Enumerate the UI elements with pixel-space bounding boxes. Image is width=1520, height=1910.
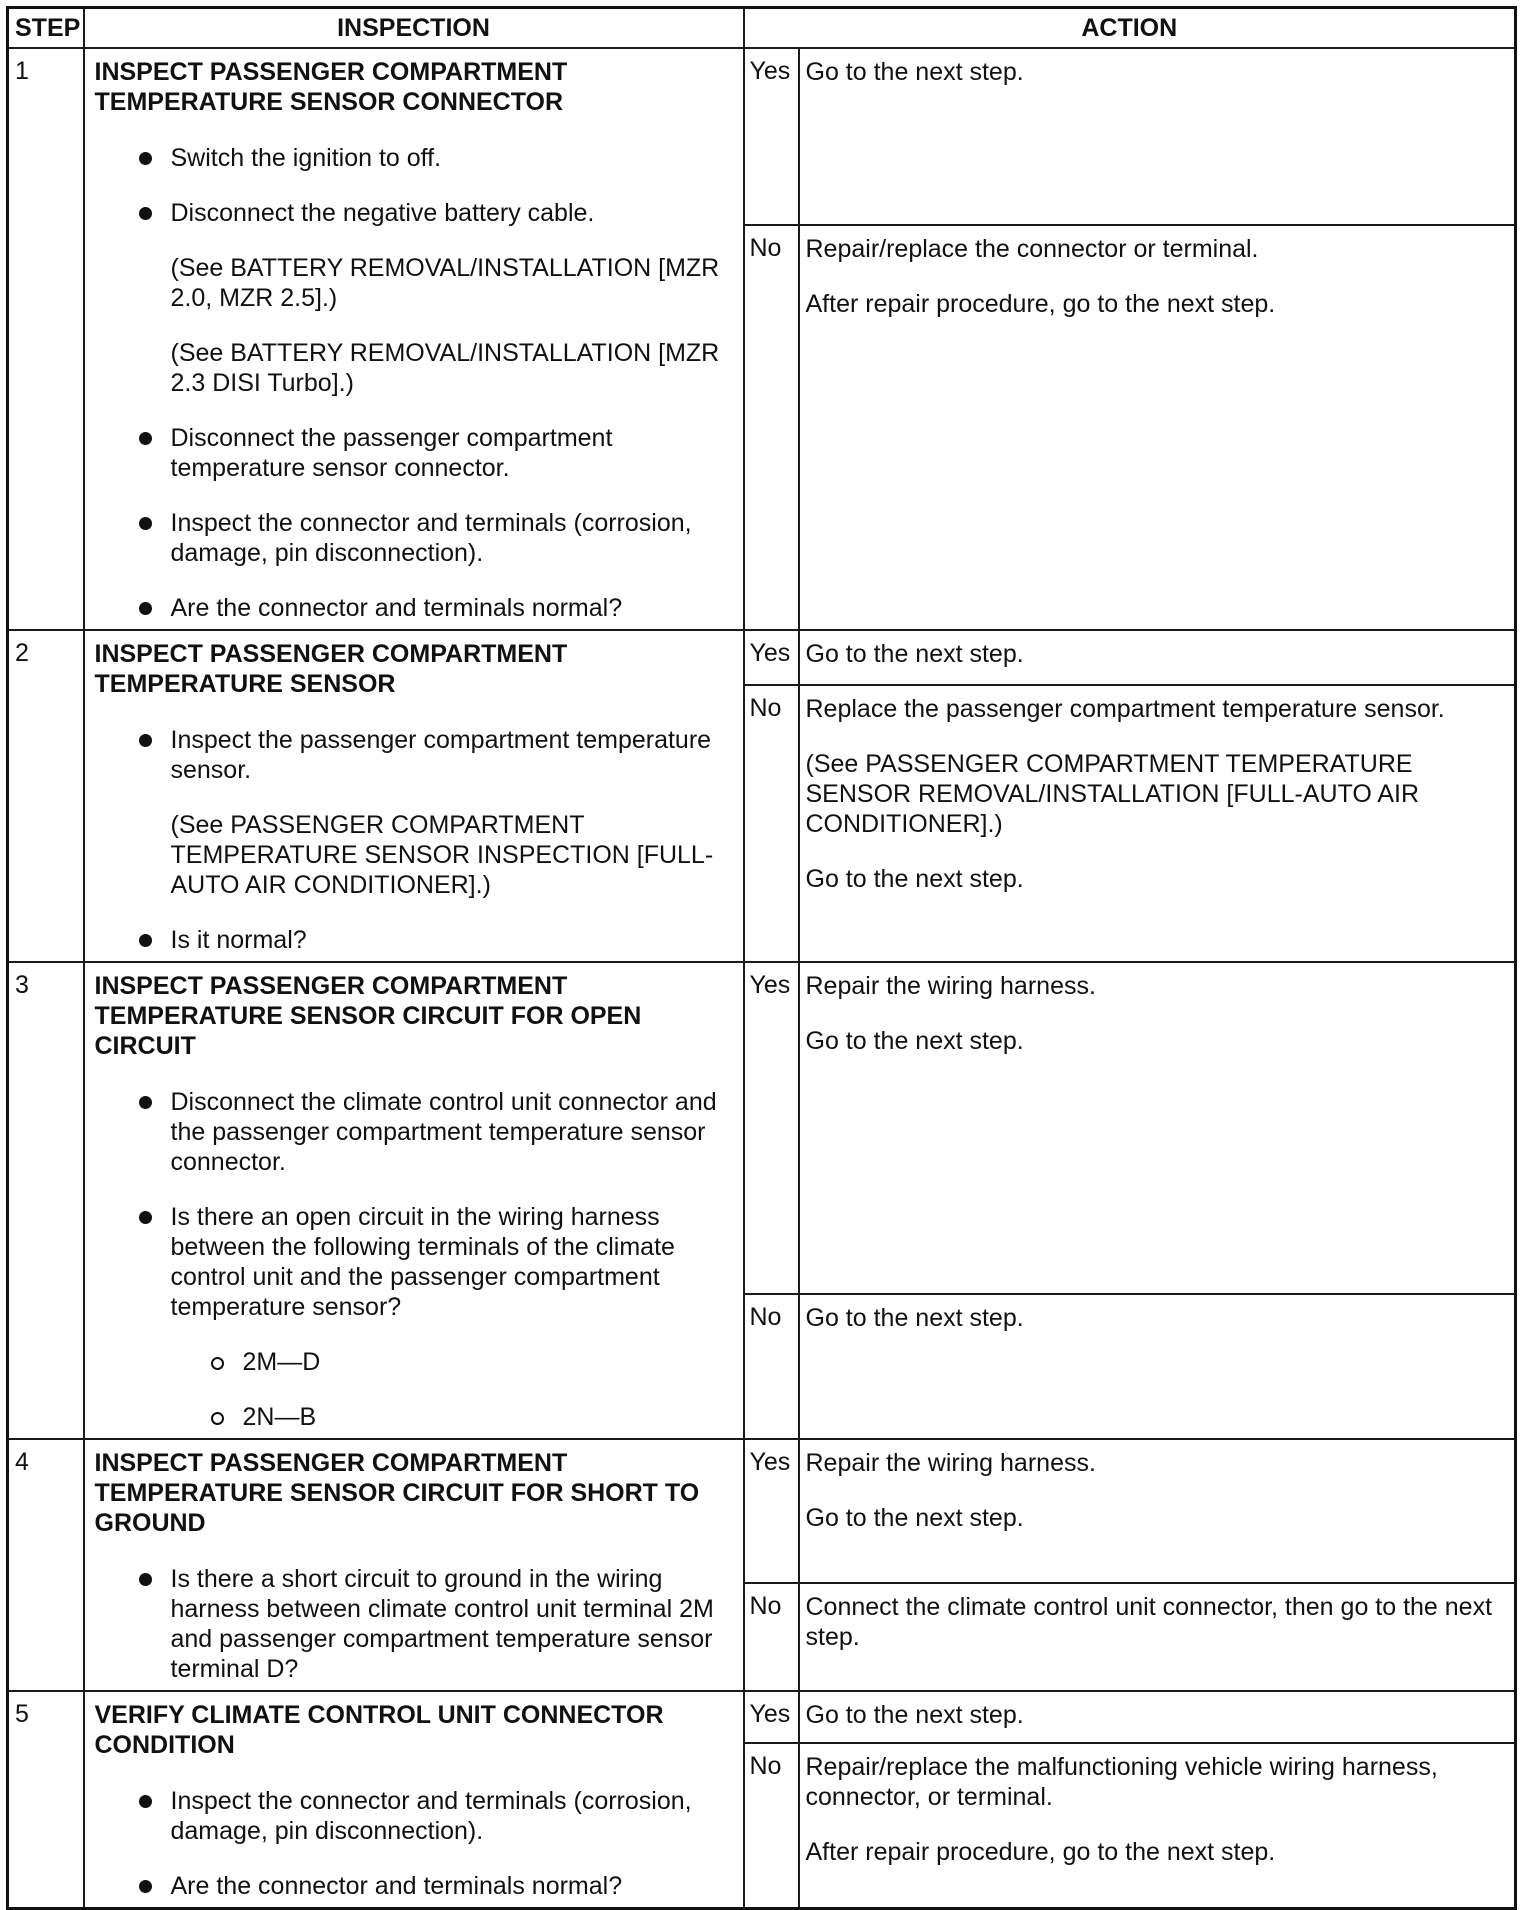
reference-note: (See BATTERY REMOVAL/INSTALLATION [MZR 2.3 DISI Turbo].) [170, 339, 720, 397]
list-item: Are the connector and terminals normal? [139, 593, 733, 623]
yes-action: Go to the next step. [799, 630, 1516, 685]
no-action: Replace the passenger compartment temperature sensor. (See PASSENGER COMPARTMENT TEMPERATURE SENSOR REMOVAL/INSTALLATION [FULL-AUTO AIR CONDITIONER].) Go to the next step. [799, 685, 1516, 962]
no-action: Repair/replace the malfunctioning vehicle wiring harness, connector, or terminal. After repair procedure, go to the next step. [799, 1743, 1516, 1909]
header-step: STEP [8, 8, 84, 49]
step-title: INSPECT PASSENGER COMPARTMENT TEMPERATURE SENSOR [94, 640, 568, 698]
list-item: Is there a short circuit to ground in the wiring harness between climate control unit terminal 2M and passenger compartment temperature sensor terminal D? [139, 1564, 733, 1684]
step-3-row [8, 962, 1516, 1294]
step-title: INSPECT PASSENGER COMPARTMENT TEMPERATURE SENSOR CIRCUIT FOR OPEN CIRCUIT [94, 972, 642, 1060]
list-item: Disconnect the climate control unit connector and the passenger compartment temperature sensor connector. [139, 1087, 733, 1177]
step-inspection [84, 962, 744, 1439]
no-action: Go to the next step. [799, 1294, 1516, 1439]
list-item: Are the connector and terminals normal? [139, 1871, 733, 1901]
no-label: No [744, 225, 799, 630]
yes-action: Go to the next step. [799, 48, 1516, 225]
step-2-row [8, 630, 1516, 685]
diagnostic-procedure-table [6, 6, 1514, 1900]
step-number: 2 [8, 630, 84, 962]
header-inspection: INSPECTION [84, 8, 744, 49]
inspection-list [95, 143, 733, 623]
list-item: Inspect the passenger compartment temperature sensor. (See PASSENGER COMPARTMENT TEMPERATURE SENSOR INSPECTION [FULL-AUTO AIR CONDITIONER].) [139, 725, 733, 900]
reference-note: (See PASSENGER COMPARTMENT TEMPERATURE SENSOR INSPECTION [FULL-AUTO AIR CONDITIONER].) [170, 811, 714, 899]
inspection-list [95, 1564, 733, 1684]
list-item: Disconnect the negative battery cable. (See BATTERY REMOVAL/INSTALLATION [MZR 2.0, MZR 2.5].) (See BATTERY REMOVAL/INSTALLATION [MZR 2.3 DISI Turbo].) [139, 198, 733, 398]
no-action: Connect the climate control unit connector, then go to the next step. [799, 1583, 1516, 1691]
list-item: Inspect the connector and terminals (corrosion, damage, pin disconnection). [139, 508, 733, 568]
terminal-pair: 2M—D [211, 1347, 733, 1377]
list-item: Is it normal? [139, 925, 733, 955]
step-inspection [84, 1691, 744, 1909]
step-inspection [84, 630, 744, 962]
step-number: 4 [8, 1439, 84, 1691]
step-title: VERIFY CLIMATE CONTROL UNIT CONNECTOR CONDITION [94, 1701, 664, 1759]
reference-note: (See BATTERY REMOVAL/INSTALLATION [MZR 2.0, MZR 2.5].) [170, 254, 720, 312]
yes-action: Go to the next step. [799, 1691, 1516, 1743]
yes-label: Yes [744, 1691, 799, 1743]
inspection-list [95, 725, 733, 955]
step-4-row [8, 1439, 1516, 1583]
step-number: 3 [8, 962, 84, 1439]
step-number: 1 [8, 48, 84, 630]
no-label: No [744, 685, 799, 962]
no-label: No [744, 1294, 799, 1439]
step-number: 5 [8, 1691, 84, 1909]
yes-action: Repair the wiring harness. Go to the next step. [799, 962, 1516, 1294]
step-inspection [84, 1439, 744, 1691]
step-inspection [84, 48, 744, 630]
header-action: ACTION [744, 8, 1516, 49]
yes-label: Yes [744, 962, 799, 1294]
inspection-list [95, 1087, 733, 1432]
terminal-pair: 2N—B [211, 1402, 733, 1432]
no-action: Repair/replace the connector or terminal. After repair procedure, go to the next step. [799, 225, 1516, 630]
step-title: INSPECT PASSENGER COMPARTMENT TEMPERATURE SENSOR CIRCUIT FOR SHORT TO GROUND [94, 1449, 700, 1537]
inspection-list [95, 1786, 733, 1901]
list-item: Inspect the connector and terminals (corrosion, damage, pin disconnection). [139, 1786, 733, 1846]
yes-label: Yes [744, 630, 799, 685]
list-item: Is there an open circuit in the wiring harness between the following terminals of the climate control unit and the passenger compartment temperature sensor? 2M—D 2N—B [139, 1202, 733, 1432]
header-row [8, 8, 1516, 49]
list-item: Disconnect the passenger compartment temperature sensor connector. [139, 423, 733, 483]
step-title: INSPECT PASSENGER COMPARTMENT TEMPERATURE SENSOR CONNECTOR [94, 58, 568, 116]
yes-label: Yes [744, 48, 799, 225]
step-1-row [8, 48, 1516, 225]
step-5-row [8, 1691, 1516, 1743]
no-label: No [744, 1583, 799, 1691]
yes-label: Yes [744, 1439, 799, 1583]
list-item: Switch the ignition to off. [139, 143, 733, 173]
terminal-list [171, 1347, 733, 1432]
yes-action: Repair the wiring harness. Go to the next step. [799, 1439, 1516, 1583]
no-label: No [744, 1743, 799, 1909]
